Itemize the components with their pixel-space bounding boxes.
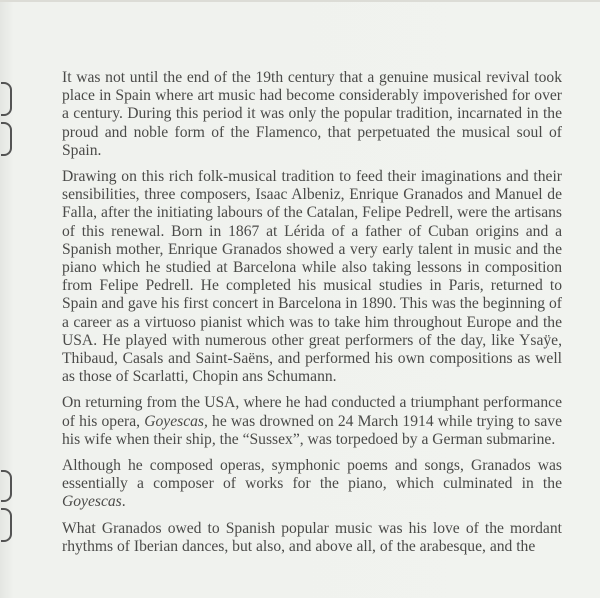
paragraph-piano-works [62,457,562,512]
paragraph-text: . [121,493,126,511]
paragraph-granados-biography [62,168,562,386]
paragraph-text: Although he composed operas, symphonic poems and songs, Granados was essentially a composer of works for the piano, which culminated in the [62,457,562,493]
opera-title: Goyescas, [144,412,208,430]
staple-icon [1,470,12,502]
paragraph-text: Drawing on this rich folk-musical tradition to feed their imaginations and their sensibilities, three composers, Isaac Albeniz, Enrique Granados and Manuel de Falla, after the initiating labours of the Catalan, Felipe Pedrell, were the artisans of this renewal. Born in 1867 at Lérida of a father of Cuban origins and a Spanish mother, Enrique Granados showed a very early talent in music and the piano which he studied at Barcelona while also taking lessons in composition from Felipe Pedrell. He completed his musical studies in Paris, returned to Spain and gave his first concert in Barcelona in 1890. This was the beginning of a career as a virtuoso pianist which was to take him throughout Europe and the USA. He played with numerous other great performers of the day, like Ysaÿe, Thibaud, Casals and Saint-Saëns, and performed his own compositions as well as those of Scarlatti, Chopin ans Schumann. [62,168,562,386]
page-top-edge [0,0,600,2]
paragraph-spanish-influence [62,520,562,556]
paragraph-text: On returning from the USA, where he had conducted a triumphant performance of his opera, [62,394,562,430]
work-title: Goyescas [62,493,122,511]
staple-icon [1,82,12,116]
liner-notes-text [62,69,562,564]
paragraph-granados-death [62,394,562,449]
paragraph-text: he was drowned on 24 March 1914 while trying to save his wife when their ship, the “Sussex”, was torpedoed by a German submarine. [62,412,563,448]
staple-icon [1,508,12,542]
paragraph-text: What Granados owed to Spanish popular music was his love of the mordant rhythms of Iberian dances, but also, and above all, of the arabesque, and the [62,519,562,555]
paragraph-text: It was not until the end of the 19th century that a genuine musical revival took place in Spain where art music had become considerably impoverished for over a century. During this period it was only the popular tradition, incarnated in the proud and noble form of the Flamenco, that perpetuated the musical soul of Spain. [62,69,562,159]
staple-icon [1,122,12,156]
paragraph-musical-revival [62,69,562,160]
